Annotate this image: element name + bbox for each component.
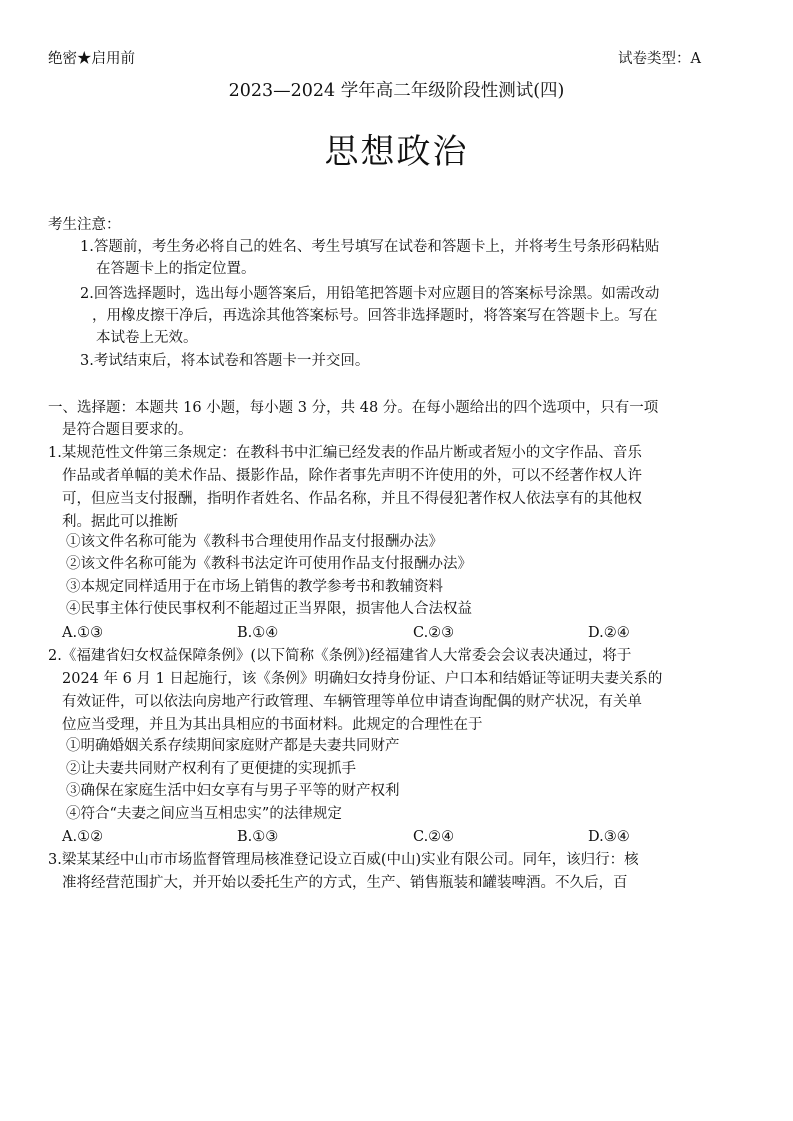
notice-item-2-line-1: 2.回答选择题时，选出每小题答案后，用铅笔把答题卡对应题目的答案标号涂黑。如需改动: [80, 286, 660, 302]
q2-option-b: B.①③: [237, 829, 279, 845]
q2-stem-line-1: 2.《福建省妇女权益保障条例》(以下简称《条例》)经福建省人大常委会会议表决通过，将于: [48, 648, 632, 664]
q2-statement-4: ④符合“夫妻之间应当互相忠实”的法律规定: [66, 806, 342, 822]
q2-stem-line-3: 有效证件，可以依法向房地产行政管理、车辆管理等单位申请查询配偶的财产状况，有关单: [62, 694, 642, 710]
q3-stem-line-1: 3.梁某某经中山市市场监督管理局核准登记设立百威(中山)实业有限公司。同年，该归行：核: [48, 852, 639, 868]
q2-stem-line-2: 2024 年 6 月 1 日起施行，该《条例》明确妇女持身份证、户口本和结婚证等证明夫妻关系的: [62, 671, 663, 687]
q2-option-d: D.③④: [588, 829, 630, 845]
q1-statement-3: ③本规定同样适用于在市场上销售的教学参考书和教辅资料: [66, 579, 443, 595]
q1-stem-line-3: 可，但应当支付报酬，指明作者姓名、作品名称，并且不得侵犯著作权人依法享有的其他权: [62, 491, 642, 507]
q2-statement-1: ①明确婚姻关系存续期间家庭财产都是夫妻共同财产: [66, 738, 400, 754]
q2-statement-2: ②让夫妻共同财产权利有了更便捷的实现抓手: [66, 761, 356, 777]
q1-option-b: B.①④: [237, 625, 279, 641]
exam-title: 2023—2024 学年高二年级阶段性测试(四): [228, 81, 565, 101]
q1-stem-line-1: 1.某规范性文件第三条规定：在教科书中汇编已经发表的作品片断或者短小的文字作品、音乐: [48, 445, 642, 461]
q1-option-c: C.②③: [413, 625, 455, 641]
notice-item-2-line-3: 本试卷上无效。: [96, 330, 198, 346]
q2-statement-3: ③确保在家庭生活中妇女享有与男子平等的财产权利: [66, 783, 400, 799]
notice-item-2-line-2: ，用橡皮擦干净后，再选涂其他答案标号。回答非选择题时，将答案写在答题卡上。写在: [92, 308, 658, 324]
notice-item-1-line-2: 在答题卡上的指定位置。: [96, 261, 256, 277]
subject-title: 思想政治: [324, 132, 469, 172]
section-heading-line-1: 一、选择题：本题共 16 小题，每小题 3 分，共 48 分。在每小题给出的四个选项中，只有一项: [48, 400, 659, 416]
confidential-label: 绝密★启用前: [48, 51, 135, 67]
q1-stem-line-2: 作品或者单幅的美术作品、摄影作品，除作者事先声明不许使用的外，可以不经著作权人许: [62, 468, 642, 484]
paper-type-label: 试卷类型：A: [618, 51, 701, 67]
notice-item-3-line-1: 3.考试结束后，将本试卷和答题卡一并交回。: [80, 353, 370, 369]
q2-stem-line-4: 位应当受理，并且为其出具相应的书面材料。此规定的合理性在于: [62, 717, 483, 733]
q1-option-a: A.①③: [62, 625, 104, 641]
q3-stem-line-2: 准将经营范围扩大，并开始以委托生产的方式，生产、销售瓶装和罐装啤酒。不久后，百: [62, 875, 628, 891]
notice-heading: 考生注意：: [48, 217, 121, 233]
q1-statement-1: ①该文件名称可能为《教科书合理使用作品支付报酬办法》: [66, 534, 443, 550]
q1-statement-4: ④民事主体行使民事权利不能超过正当界限，损害他人合法权益: [66, 601, 472, 617]
q2-option-a: A.①②: [62, 829, 104, 845]
q1-stem-line-4: 利。据此可以推断: [62, 514, 178, 530]
q2-option-c: C.②④: [413, 829, 455, 845]
notice-item-1-line-1: 1.答题前，考生务必将自己的姓名、考生号填写在试卷和答题卡上，并将考生号条形码粘贴: [80, 239, 660, 255]
section-heading-line-2: 是符合题目要求的。: [62, 422, 193, 438]
q1-statement-2: ②该文件名称可能为《教科书法定许可使用作品支付报酬办法》: [66, 556, 472, 572]
q1-option-d: D.②④: [588, 625, 630, 641]
